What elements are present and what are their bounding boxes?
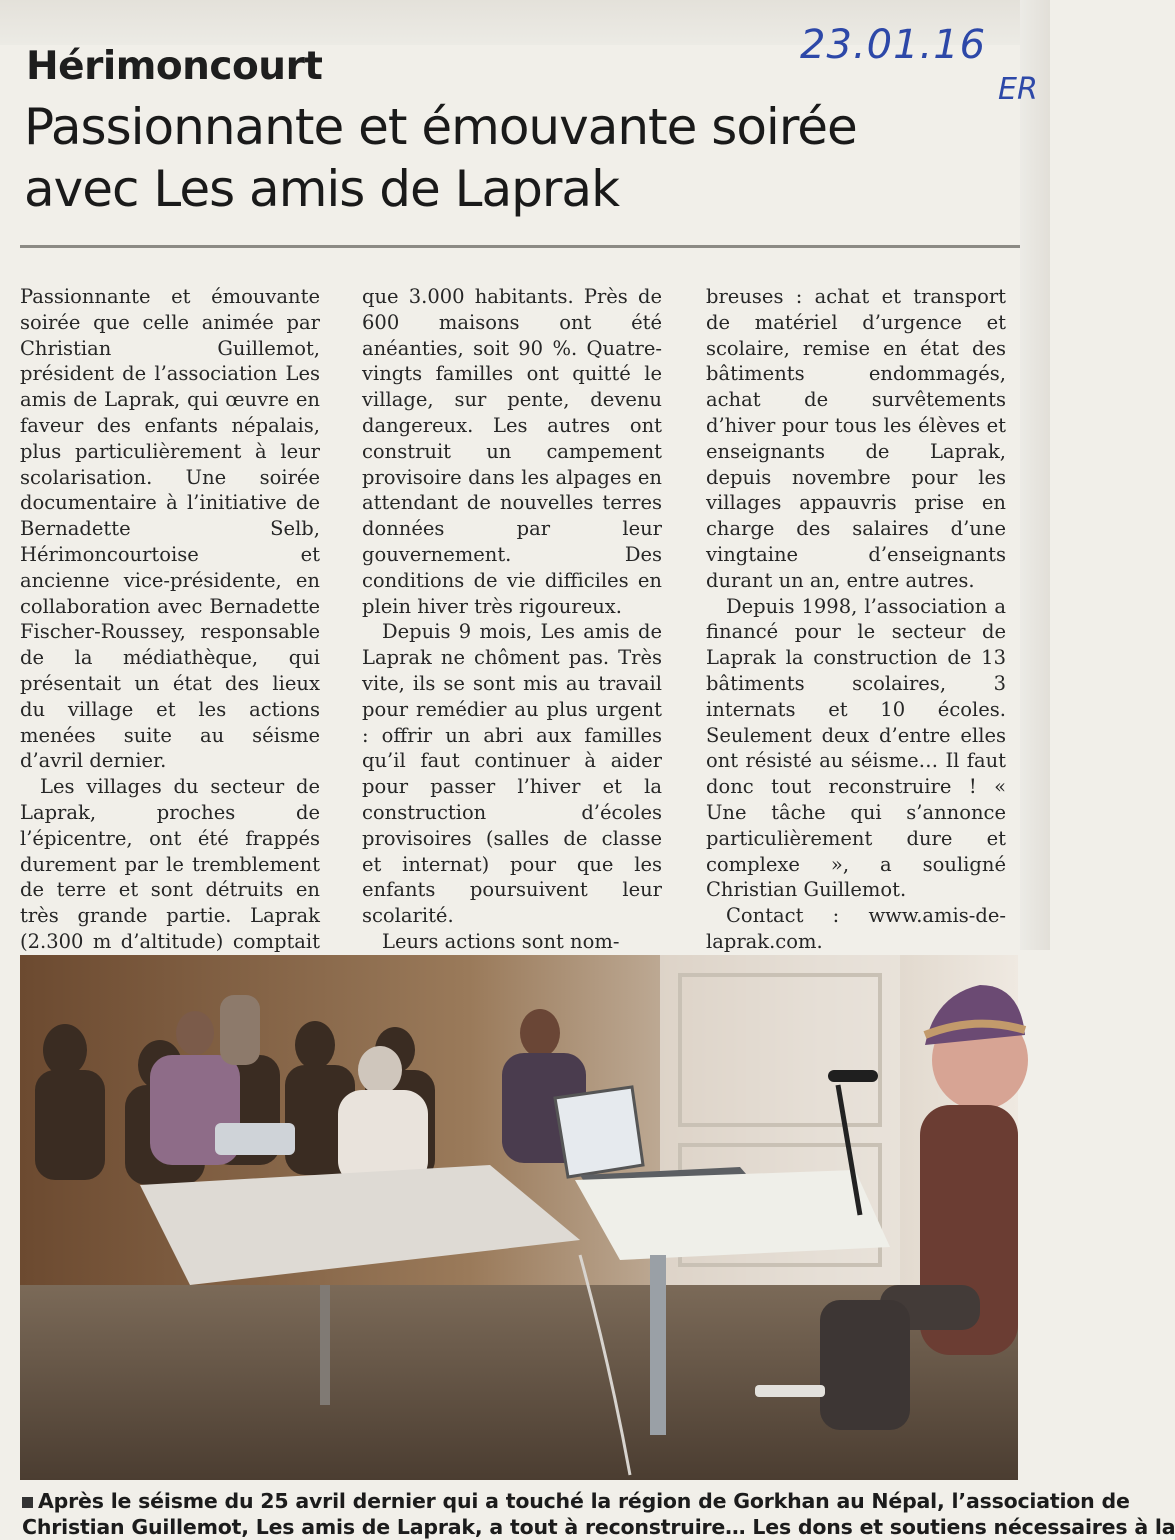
article-column-2 xyxy=(362,284,662,955)
article-headline xyxy=(24,96,1014,220)
headline-line: Passionnante et émouvante soirée xyxy=(24,98,857,156)
paragraph: Les villages du secteur de Laprak, proches de l’épicentre, ont été frappés durement par le tremblement de terre et sont détruits en très grande partie. Laprak (2.300 m d’altitude) comptait xyxy=(20,775,320,953)
conference-scene-illustration xyxy=(20,955,1018,1480)
paragraph: breuses : achat et transport de matériel d’urgence et scolaire, remise en état des bâtiments endommagés, achat de survêtements d’hiver pour tous les élèves et enseignants de Laprak, depuis novembre pour les villages appauvris prise en charge des salaires d’une vingtaine d’enseignants durant un an, entre autres. xyxy=(706,285,1006,592)
paragraph: que 3.000 habitants. Près de 600 maisons ont été anéanties, soit 90 %. Quatre-vingts familles ont quitté le village, sur pente, devenu dangereux. Les autres ont construit un campement provisoire dans les alpages en attendant de nouvelles terres données par leur gouvernement. Des conditions de vie difficiles en plein hiver très rigoureux. xyxy=(362,285,662,618)
article-column-1 xyxy=(20,284,320,981)
paragraph: Leurs actions sont nom- xyxy=(382,929,620,953)
paragraph: Depuis 1998, l’association a financé pour le secteur de Laprak la construction de 13 bâtiments scolaires, 3 internats et 10 écoles. Seulement deux d’entre elles ont résisté au séisme… Il faut donc tout reconstruire ! « Une tâche qui s’annonce particulièrement dure et complexe », a souligné Christian Guillemot. xyxy=(706,594,1006,902)
paragraph: Depuis 9 mois, Les amis de Laprak ne chôment pas. Très vite, ils se sont mis au travail pour remédier au plus urgent : offrir un abri aux familles qu’il faut continuer à aider pour passer l’hiver et la construction d’écoles provisoires (salles de classe et internat) pour que les enfants poursuivent leur scolarité. xyxy=(362,620,662,928)
caption-bullet-icon xyxy=(22,1497,33,1508)
article-column-3 xyxy=(706,284,1006,955)
article-photo xyxy=(20,955,1018,1480)
paragraph: Passionnante et émouvante soirée que celle animée par Christian Guillemot, président de l’association Les amis de Laprak, qui œuvre en faveur des enfants népalais, plus particulièrement à leur scolarisation. Une soirée documentaire à l’initiative de Bernadette Selb, Hérimoncourtoise et ancienne vice-présidente, en collaboration avec Bernadette Fischer-Roussey, responsable de la médiathèque, qui présentait un état des lieux du village et les actions menées suite au séisme d’avril dernier. xyxy=(20,285,320,773)
handwritten-date: 23.01.16 xyxy=(800,22,987,68)
adjacent-page-bleed xyxy=(1020,0,1050,950)
contact-line: Contact : www.amis-de-laprak.com. xyxy=(706,904,1006,953)
handwritten-source-code: ER xyxy=(998,72,1038,107)
caption-line: Christian Guillemot, Les amis de Laprak, a tout à reconstruire… Les dons et soutiens nécessaires à la xyxy=(22,1515,1175,1539)
headline-divider xyxy=(20,245,1020,248)
caption-line xyxy=(22,1488,1130,1514)
caption-text: Après le séisme du 25 avril dernier qui a touché la région de Gorkhan au Népal, l’association de xyxy=(38,1489,1130,1513)
article-kicker: Hérimoncourt xyxy=(26,44,323,89)
headline-line: avec Les amis de Laprak xyxy=(24,160,620,218)
photo-caption xyxy=(22,1488,1175,1540)
